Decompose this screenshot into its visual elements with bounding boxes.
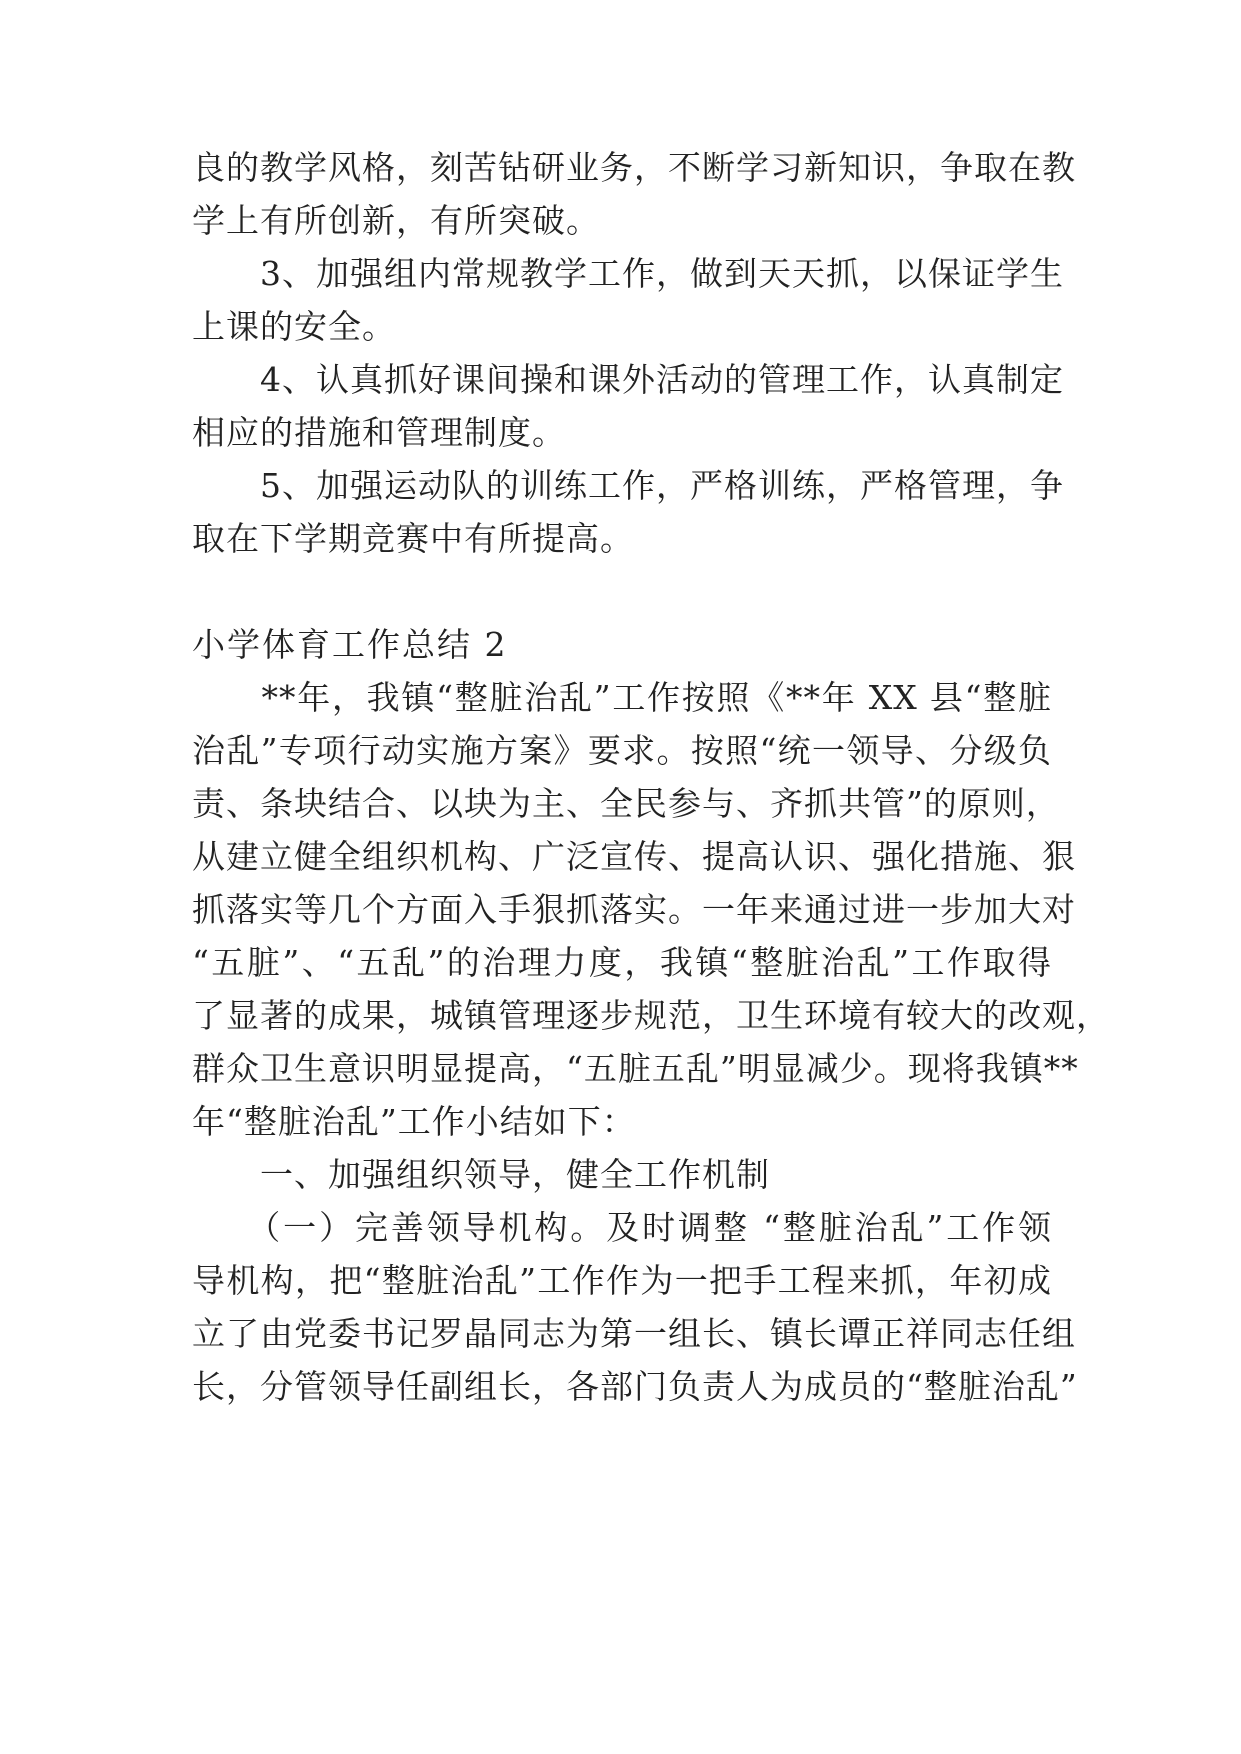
text-line: 相应的措施和管理制度。 [192,413,566,452]
section-heading: 小学体育工作总结 2 [192,625,508,664]
text-line: 长，分管领导任副组长，各部门负责人为成员的“整脏治乱” [192,1367,1078,1406]
text-line: 从建立健全组织机构、广泛宣传、提高认识、强化措施、狠 [192,837,1076,876]
text-line: 良的教学风格，刻苦钻研业务，不断学习新知识，争取在教 [192,148,1076,187]
text-line: 4、认真抓好课间操和课外活动的管理工作，认真制定 [192,360,1064,399]
text-line: 抓落实等几个方面入手狠抓落实。一年来通过进一步加大对 [192,890,1076,929]
text-line: 立了由党委书记罗晶同志为第一组长、镇长谭正祥同志任组 [192,1314,1076,1353]
text-line: 了显著的成果，城镇管理逐步规范，卫生环境有较大的改观， [192,996,1110,1035]
text-line: 学上有所创新，有所突破。 [192,201,600,240]
text-line: 3、加强组内常规教学工作，做到天天抓，以保证学生 [192,254,1064,293]
text-line: 5、加强运动队的训练工作，严格训练，严格管理，争 [192,466,1064,505]
text-line: 责、条块结合、以块为主、全民参与、齐抓共管”的原则， [192,784,1060,823]
text-line: 上课的安全。 [192,307,396,346]
subsection-heading: 一、加强组织领导，健全工作机制 [192,1155,770,1194]
text-line: 导机构，把“整脏治乱”工作作为一把手工程来抓，年初成 [192,1261,1052,1300]
text-line: 治乱”专项行动实施方案》要求。按照“统一领导、分级负 [192,731,1052,770]
text-line: 群众卫生意识明显提高，“五脏五乱”明显减少。现将我镇** [192,1049,1079,1088]
text-line: （一）完善领导机构。及时调整 “整脏治乱”工作领 [192,1208,1052,1247]
text-line: 取在下学期竞赛中有所提高。 [192,519,634,558]
text-line: “五脏”、“五乱”的治理力度，我镇“整脏治乱”工作取得 [192,943,1052,982]
text-line: 年“整脏治乱”工作小结如下： [192,1102,636,1141]
text-line: **年，我镇“整脏治乱”工作按照《**年 XX 县“整脏 [192,678,1052,717]
